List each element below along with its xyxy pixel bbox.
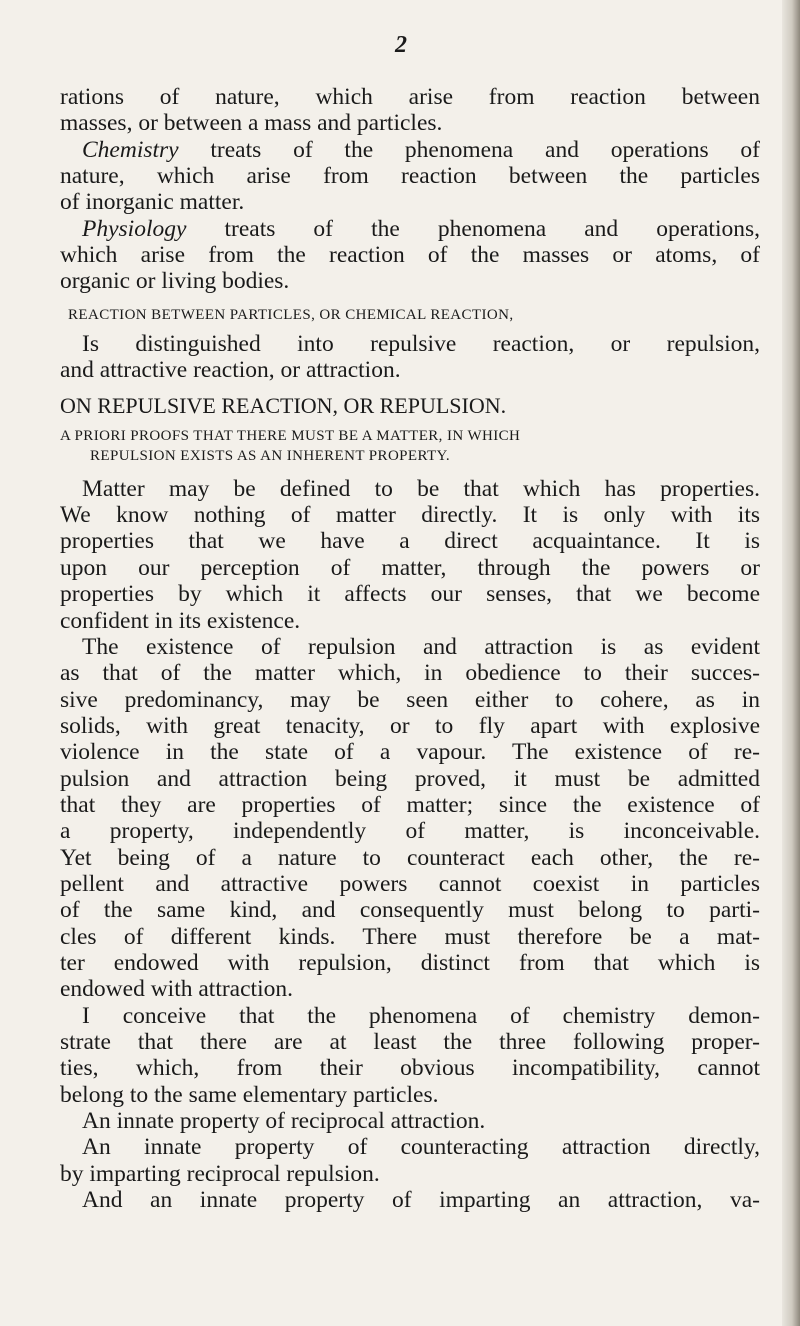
section-heading: REACTION BETWEEN PARTICLES, OR CHEMICAL REACTION,	[68, 306, 514, 323]
text-line: of inorganic matter.	[60, 189, 245, 216]
text-line: rations of nature, which arise from reaction between	[60, 84, 760, 110]
text-line: a property, independently of matter, is inconceivable.	[60, 818, 760, 845]
text-line: We know nothing of matter directly. It is only with its	[60, 502, 760, 529]
text-line: pellent and attractive powers cannot coexist in particles	[60, 870, 760, 897]
text-line: solids, with great tenacity, or to fly apart with explosive	[60, 712, 760, 739]
term-physiology: Physiology	[82, 215, 187, 242]
text-line: upon our perception of matter, through the powers or	[60, 554, 760, 581]
text-line: belong to the same elementary particles.	[60, 1081, 439, 1108]
text-line: which arise from the reaction of the masses or atoms, of	[60, 242, 760, 269]
text-line: Is distinguished into repulsive reaction, or repulsion,	[82, 330, 760, 357]
text-line: pulsion and attraction being proved, it must be admitted	[60, 765, 760, 792]
line-rest: treats of the phenomena and operations of	[178, 136, 760, 163]
text-line: ties, which, from their obvious incompatibility, cannot	[60, 1055, 760, 1082]
term-chemistry: Chemistry	[82, 136, 179, 163]
text-line: Matter may be defined to be that which has properties.	[82, 475, 760, 502]
text-line: confident in its existence.	[60, 607, 301, 634]
text-line: properties that we have a direct acquaintance. It is	[60, 528, 760, 555]
text-line: An innate property of counteracting attraction directly,	[82, 1134, 760, 1161]
subheading-line: REPULSION EXISTS AS AN INHERENT PROPERTY.	[90, 447, 450, 464]
text-line: organic or living bodies.	[60, 268, 290, 295]
text-line: masses, or between a mass and particles.	[60, 110, 443, 137]
page-body	[60, 84, 760, 1213]
line-rest: treats of the phenomena and operations,	[186, 215, 760, 242]
text-line: ter endowed with repulsion, distinct from that which is	[60, 949, 760, 976]
text-line: cles of different kinds. There must therefore be a mat-	[60, 923, 760, 950]
text-line: of the same kind, and consequently must belong to parti-	[60, 897, 760, 924]
text-line: I conceive that the phenomena of chemistry demon-	[82, 1002, 760, 1029]
page-edge	[782, 0, 800, 1326]
text-line: sive predominancy, may be seen either to cohere, as in	[60, 686, 760, 713]
text-line	[60, 216, 760, 242]
text-line: An innate property of reciprocal attraction.	[82, 1108, 486, 1135]
text-line: by imparting reciprocal repulsion.	[60, 1160, 380, 1187]
text-line: nature, which arise from reaction between the particles	[60, 163, 760, 190]
subheading-line: A PRIORI PROOFS THAT THERE MUST BE A MATTER, IN WHICH	[60, 427, 521, 444]
text-line	[60, 137, 760, 163]
text-line: violence in the state of a vapour. The existence of re-	[60, 739, 760, 766]
text-line: strate that there are at least the three following proper-	[60, 1029, 760, 1055]
text-line: as that of the matter which, in obedience to their succes-	[60, 660, 760, 687]
text-line: that they are properties of matter; since the existence of	[60, 791, 760, 818]
chapter-heading: ON REPULSIVE REACTION, OR REPULSION.	[60, 393, 507, 419]
text-line: endowed with attraction.	[60, 976, 293, 1003]
text-line: And an innate property of imparting an attraction, va-	[82, 1187, 760, 1214]
text-line: and attractive reaction, or attraction.	[60, 357, 401, 384]
text-line: properties by which it affects our senses, that we become	[60, 581, 760, 608]
text-line: Yet being of a nature to counteract each other, the re-	[60, 844, 760, 871]
page-number: 2	[395, 32, 407, 58]
text-line: The existence of repulsion and attraction is as evident	[82, 633, 760, 660]
